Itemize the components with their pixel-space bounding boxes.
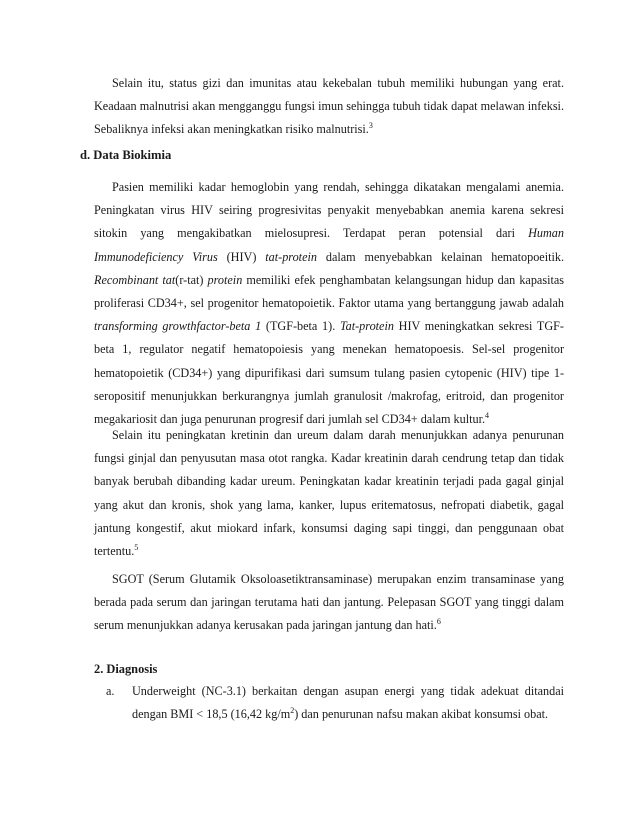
text-segment: HIV meningkatkan sekresi TGF-beta 1, regulator negatif hematopoiesis yang menekan hematopoesis. Sel-sel progenitor hematopoietik (CD34+) yang dipurifikasi dari sumsum tulang pasien cytopenic (HIV) tipe 1-seropositif menunjukkan berkurangnya jumlah granulosit /makrofag, eritroid, dan progenitor megakariosit dan juga penurunan progresif dari jumlah sel CD34+ dalam kultur. bbox=[94, 319, 564, 427]
italic-term-tgf: transforming growthfactor-beta 1 bbox=[94, 319, 262, 334]
italic-term-tat-protein-2: Tat-protein bbox=[339, 319, 394, 334]
text-segment: dalam menyebabkan kelainan hematopoeitik. bbox=[316, 249, 565, 264]
reference-3: 3 bbox=[368, 121, 373, 131]
italic-term-recombinant-tat: Recombinant tat bbox=[94, 272, 176, 287]
text-segment: (TGF-beta 1). bbox=[261, 319, 340, 334]
italic-term-tat-protein: tat-protein bbox=[265, 249, 317, 264]
superscript-2: 2 bbox=[290, 706, 295, 716]
text-segment: Pasien memiliki kadar hemoglobin yang rendah, sehingga dikatakan mengalami anemia. Peningkatan virus HIV seiring progresivitas penyakit menyebabkan anemia karena sekresi sitokin yang mengakibatkan mielosupresi. Terdapat peran potensial dari bbox=[94, 180, 564, 241]
text-segment: (r-tat) bbox=[175, 272, 208, 287]
section-heading-biochemistry: d. Data Biokimia bbox=[80, 148, 172, 162]
paragraph-sgot bbox=[94, 568, 564, 638]
list-marker-a: a. bbox=[106, 684, 115, 698]
reference-4: 4 bbox=[485, 410, 490, 420]
paragraph-immune-text: Selain itu, status gizi dan imunitas atau kekebalan tubuh memiliki hubungan yang erat. Keadaan malnutrisi akan mengganggu fungsi imun sehingga tubuh tidak dapat melawan infeksi. Sebaliknya infeksi akan meningkatkan risiko malnutrisi. bbox=[94, 76, 564, 137]
paragraph-sgot-text: SGOT (Serum Glutamik Oksoloasetiktransaminase) merupakan enzim transaminase yang berada pada serum dan jaringan terutama hati dan jantung. Pelepasan SGOT yang tinggi dalam serum menunjukkan adanya kerusakan pada jaringan jantung dan hati. bbox=[94, 572, 564, 633]
reference-6: 6 bbox=[436, 617, 441, 627]
diagnosis-item-a-body bbox=[132, 680, 564, 726]
text-segment: (HIV) bbox=[217, 249, 266, 264]
text-segment: ) dan penurunan nafsu makan akibat konsumsi obat. bbox=[294, 707, 549, 722]
diagnosis-item-a bbox=[106, 680, 564, 726]
italic-term-protein: protein bbox=[207, 272, 243, 287]
reference-5: 5 bbox=[134, 542, 139, 552]
italic-term-hiv: Human Immunodeficiency Virus bbox=[94, 226, 564, 264]
text-segment: memiliki efek penghambatan kelangsungan hidup dan kapasitas proliferasi CD34+, sel progenitor hematopoietik. Faktor utama yang bertanggung jawab adalah bbox=[94, 272, 565, 311]
section-heading-diagnosis: 2. Diagnosis bbox=[94, 662, 158, 676]
text-segment: Underweight (NC-3.1) berkaitan dengan asupan energi yang tidak adekuat ditandai dengan BMI < 18,5 (16,42 kg/m bbox=[132, 684, 564, 722]
paragraph-immune bbox=[94, 72, 564, 142]
paragraph-creatinine-text: Selain itu peningkatan kretinin dan ureum dalam darah menunjukkan adanya penurunan fungsi ginjal dan penyusutan masa otot rangka. Kadar kreatinin darah cendrung tetap dan tidak banyak berubah dibanding kadar ureum. Peningkatan kadar kreatinin terjadi pada gagal ginjal yang akut dan kronis, shok yang lama, kanker, lupus eritematosus, nefropati diabetik, gagal jantung kongestif, akut miokard infark, konsumsi daging sapi tinggi, dan penggunaan obat tertentu. bbox=[94, 428, 564, 559]
paragraph-creatinine bbox=[94, 424, 564, 563]
paragraph-hemoglobin bbox=[94, 176, 564, 431]
